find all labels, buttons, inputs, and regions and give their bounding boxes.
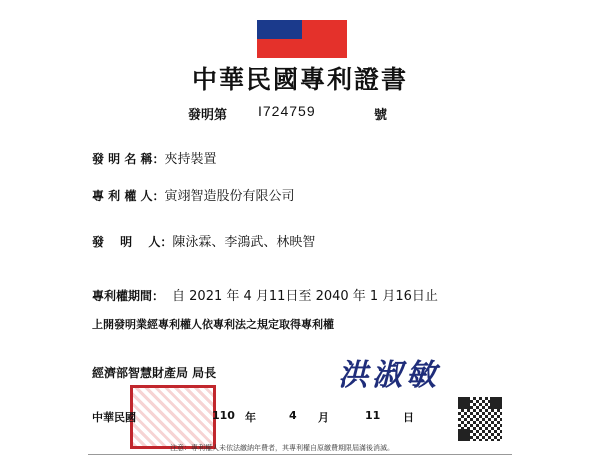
- footnote: 注意：專利權人未依法繳納年費者，其專利權自原繳費期限屆滿後消滅。: [170, 444, 394, 452]
- date-year: 110: [212, 409, 235, 422]
- term-label: 專利權期間：: [92, 289, 165, 303]
- patent-label: 發明第: [188, 108, 228, 123]
- date-era: 中華民國: [92, 411, 136, 424]
- field-patentee: [92, 185, 295, 204]
- qr-code-icon: [458, 397, 502, 441]
- date-month-unit: 月: [318, 411, 329, 424]
- term-value: 自 2021 年 4 月11日至 2040 年 1 月16日止: [172, 289, 438, 304]
- patent-number-line: [188, 103, 388, 123]
- field-value: 夾持裝置: [164, 152, 217, 167]
- declaration-text: 上開發明業經專利權人依專利法之規定取得專利權: [92, 318, 334, 331]
- field-invention-title: [92, 148, 217, 167]
- date-month: 4: [289, 409, 297, 422]
- taiwan-flag-icon: [257, 20, 347, 58]
- field-label: 發 明 名 稱：: [92, 152, 165, 166]
- patent-suffix: 號: [374, 108, 388, 123]
- date-year-unit: 年: [245, 411, 256, 424]
- date-day-unit: 日: [403, 411, 414, 424]
- field-inventors: [92, 231, 315, 250]
- field-label: 專 利 權 人：: [92, 189, 165, 203]
- official-seal-icon: [130, 385, 216, 449]
- field-value: 寅翊智造股份有限公司: [164, 189, 295, 204]
- date-day: 11: [365, 409, 381, 422]
- bottom-divider: [88, 454, 512, 455]
- director-signature: 洪淑敏: [338, 358, 440, 393]
- certificate-title: 中華民國專利證書: [191, 65, 408, 94]
- field-value: 陳泳霖、李鴻武、林映智: [172, 235, 316, 250]
- patent-number: I724759: [258, 103, 316, 119]
- field-label: 發 明 人：: [92, 235, 173, 249]
- issuing-office: 經濟部智慧財產局 局長: [92, 366, 217, 380]
- patent-term: [92, 285, 438, 304]
